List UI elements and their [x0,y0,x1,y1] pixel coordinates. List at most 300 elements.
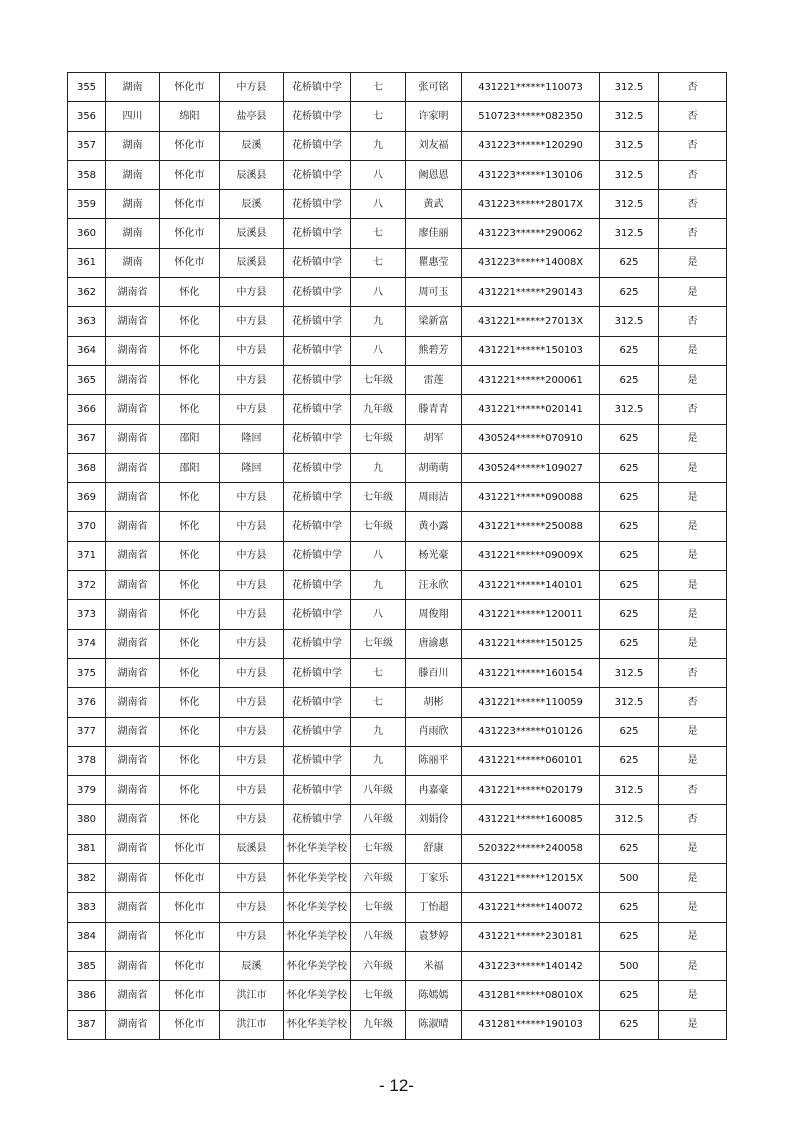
cell-approved: 是 [659,629,727,658]
cell-school: 花桥镇中学 [284,336,351,365]
cell-county: 中方县 [220,629,284,658]
table-row [68,278,727,307]
cell-city: 怀化 [160,688,220,717]
cell-grade: 七年级 [351,512,406,541]
table-row [68,512,727,541]
cell-serial: 383 [68,893,106,922]
cell-name: 袁梦婷 [406,922,462,951]
cell-province: 湖南省 [106,746,160,775]
cell-grade: 七年级 [351,893,406,922]
cell-grade: 八 [351,336,406,365]
table-row [68,776,727,805]
cell-serial: 363 [68,307,106,336]
cell-serial: 378 [68,746,106,775]
cell-name: 舒康 [406,834,462,863]
cell-serial: 373 [68,600,106,629]
cell-name: 丁家乐 [406,864,462,893]
cell-approved: 是 [659,512,727,541]
cell-grade: 七年级 [351,981,406,1010]
cell-name: 刘娟伶 [406,805,462,834]
cell-approved: 是 [659,483,727,512]
page-number: - 12- [379,1076,414,1095]
cell-name: 刘友福 [406,131,462,160]
cell-amount: 312.5 [600,73,659,102]
cell-city: 怀化市 [160,160,220,189]
cell-id-number: 431223******140142 [462,951,600,980]
cell-serial: 367 [68,424,106,453]
cell-id-number: 431221******150103 [462,336,600,365]
table-row [68,1010,727,1039]
cell-county: 中方县 [220,365,284,394]
cell-serial: 385 [68,951,106,980]
cell-id-number: 431223******14008X [462,248,600,277]
cell-id-number: 431221******110059 [462,688,600,717]
table-row [68,746,727,775]
cell-province: 湖南省 [106,717,160,746]
cell-id-number: 430524******070910 [462,424,600,453]
table-row [68,805,727,834]
cell-school: 花桥镇中学 [284,571,351,600]
cell-county: 辰溪 [220,190,284,219]
cell-school: 花桥镇中学 [284,131,351,160]
cell-id-number: 431221******140101 [462,571,600,600]
cell-county: 洪江市 [220,1010,284,1039]
cell-amount: 312.5 [600,805,659,834]
cell-approved: 是 [659,600,727,629]
cell-approved: 是 [659,248,727,277]
cell-county: 中方县 [220,307,284,336]
cell-city: 怀化市 [160,864,220,893]
cell-amount: 312.5 [600,102,659,131]
cell-grade: 八年级 [351,922,406,951]
cell-amount: 625 [600,834,659,863]
cell-province: 湖南省 [106,278,160,307]
table-row [68,541,727,570]
cell-city: 怀化 [160,541,220,570]
cell-province: 湖南省 [106,834,160,863]
cell-province: 湖南省 [106,951,160,980]
table-row [68,658,727,687]
cell-city: 怀化 [160,336,220,365]
cell-id-number: 431221******290143 [462,278,600,307]
cell-amount: 625 [600,365,659,394]
cell-province: 湖南省 [106,658,160,687]
cell-approved: 是 [659,1010,727,1039]
table-row [68,893,727,922]
cell-grade: 九年级 [351,1010,406,1039]
cell-grade: 九 [351,717,406,746]
cell-id-number: 431221******020179 [462,776,600,805]
table-row [68,131,727,160]
cell-province: 湖南省 [106,600,160,629]
cell-id-number: 431221******120011 [462,600,600,629]
cell-serial: 369 [68,483,106,512]
cell-id-number: 431221******150125 [462,629,600,658]
cell-amount: 625 [600,453,659,482]
cell-grade: 八 [351,600,406,629]
cell-county: 中方县 [220,805,284,834]
cell-county: 中方县 [220,512,284,541]
cell-serial: 358 [68,160,106,189]
cell-amount: 312.5 [600,307,659,336]
cell-county: 中方县 [220,864,284,893]
cell-grade: 七 [351,658,406,687]
cell-province: 湖南省 [106,981,160,1010]
cell-amount: 312.5 [600,395,659,424]
cell-province: 湖南省 [106,512,160,541]
cell-county: 中方县 [220,717,284,746]
cell-id-number: 431221******140072 [462,893,600,922]
cell-amount: 312.5 [600,658,659,687]
table-row [68,922,727,951]
cell-school: 花桥镇中学 [284,658,351,687]
cell-amount: 625 [600,717,659,746]
cell-school: 花桥镇中学 [284,248,351,277]
cell-name: 梁新富 [406,307,462,336]
cell-school: 花桥镇中学 [284,483,351,512]
cell-name: 滕百川 [406,658,462,687]
cell-city: 怀化市 [160,248,220,277]
cell-amount: 625 [600,571,659,600]
cell-name: 瞿惠莹 [406,248,462,277]
table-row [68,717,727,746]
cell-serial: 381 [68,834,106,863]
cell-id-number: 431223******010126 [462,717,600,746]
cell-serial: 387 [68,1010,106,1039]
cell-approved: 是 [659,834,727,863]
cell-approved: 否 [659,688,727,717]
cell-name: 胡萌萌 [406,453,462,482]
cell-serial: 374 [68,629,106,658]
cell-approved: 否 [659,395,727,424]
cell-id-number: 431223******290062 [462,219,600,248]
cell-serial: 384 [68,922,106,951]
cell-name: 冉嘉豪 [406,776,462,805]
cell-approved: 否 [659,73,727,102]
cell-id-number: 431221******12015X [462,864,600,893]
cell-amount: 625 [600,248,659,277]
cell-name: 许家明 [406,102,462,131]
cell-approved: 否 [659,307,727,336]
cell-school: 花桥镇中学 [284,688,351,717]
cell-province: 四川 [106,102,160,131]
cell-school: 花桥镇中学 [284,102,351,131]
cell-city: 怀化 [160,395,220,424]
cell-city: 怀化市 [160,893,220,922]
table-row [68,190,727,219]
cell-approved: 是 [659,424,727,453]
cell-grade: 七 [351,73,406,102]
table-row [68,160,727,189]
cell-county: 中方县 [220,336,284,365]
cell-id-number: 431281******08010X [462,981,600,1010]
cell-amount: 625 [600,483,659,512]
cell-id-number: 431221******27013X [462,307,600,336]
cell-province: 湖南省 [106,424,160,453]
cell-grade: 八年级 [351,805,406,834]
cell-province: 湖南 [106,190,160,219]
cell-serial: 382 [68,864,106,893]
cell-county: 辰溪县 [220,248,284,277]
cell-county: 中方县 [220,746,284,775]
cell-school: 怀化华美学校 [284,1010,351,1039]
table-row [68,834,727,863]
cell-grade: 七年级 [351,834,406,863]
cell-grade: 七 [351,102,406,131]
cell-approved: 否 [659,190,727,219]
cell-grade: 七年级 [351,629,406,658]
cell-city: 怀化市 [160,131,220,160]
cell-province: 湖南省 [106,688,160,717]
cell-serial: 386 [68,981,106,1010]
cell-school: 花桥镇中学 [284,805,351,834]
cell-amount: 312.5 [600,190,659,219]
cell-name: 黄武 [406,190,462,219]
cell-county: 中方县 [220,571,284,600]
cell-city: 邵阳 [160,453,220,482]
cell-school: 花桥镇中学 [284,776,351,805]
cell-amount: 500 [600,864,659,893]
cell-name: 廖佳丽 [406,219,462,248]
cell-grade: 九 [351,571,406,600]
table-row [68,571,727,600]
cell-province: 湖南省 [106,541,160,570]
cell-name: 张可铭 [406,73,462,102]
cell-school: 花桥镇中学 [284,219,351,248]
cell-school: 花桥镇中学 [284,395,351,424]
cell-amount: 625 [600,600,659,629]
cell-amount: 625 [600,1010,659,1039]
cell-name: 周可玉 [406,278,462,307]
cell-school: 怀化华美学校 [284,981,351,1010]
cell-amount: 625 [600,278,659,307]
cell-name: 杨光豪 [406,541,462,570]
cell-name: 黄小露 [406,512,462,541]
cell-id-number: 431221******090088 [462,483,600,512]
cell-school: 花桥镇中学 [284,190,351,219]
cell-grade: 九 [351,131,406,160]
cell-province: 湖南 [106,131,160,160]
cell-grade: 八 [351,278,406,307]
cell-id-number: 431221******060101 [462,746,600,775]
cell-school: 花桥镇中学 [284,278,351,307]
cell-county: 中方县 [220,600,284,629]
cell-serial: 375 [68,658,106,687]
cell-grade: 七年级 [351,424,406,453]
cell-approved: 是 [659,571,727,600]
cell-city: 怀化 [160,278,220,307]
cell-grade: 八 [351,190,406,219]
cell-approved: 是 [659,365,727,394]
cell-grade: 七年级 [351,483,406,512]
cell-county: 辰溪 [220,131,284,160]
cell-approved: 是 [659,453,727,482]
cell-serial: 380 [68,805,106,834]
cell-serial: 377 [68,717,106,746]
cell-city: 怀化 [160,512,220,541]
cell-province: 湖南 [106,73,160,102]
cell-id-number: 431221******110073 [462,73,600,102]
table-row [68,365,727,394]
cell-city: 绵阳 [160,102,220,131]
cell-amount: 625 [600,629,659,658]
cell-name: 唐渝惠 [406,629,462,658]
cell-school: 花桥镇中学 [284,365,351,394]
cell-approved: 是 [659,951,727,980]
table-row [68,395,727,424]
cell-id-number: 431221******250088 [462,512,600,541]
cell-city: 怀化 [160,483,220,512]
cell-city: 怀化 [160,365,220,394]
table-row [68,981,727,1010]
cell-name: 陈淑晴 [406,1010,462,1039]
cell-grade: 九 [351,453,406,482]
table-body [68,73,727,1040]
cell-name: 陈丽平 [406,746,462,775]
table-row [68,73,727,102]
cell-id-number: 431223******130106 [462,160,600,189]
cell-amount: 312.5 [600,688,659,717]
cell-serial: 362 [68,278,106,307]
cell-serial: 355 [68,73,106,102]
table-row [68,600,727,629]
cell-name: 丁怡超 [406,893,462,922]
cell-city: 邵阳 [160,424,220,453]
cell-school: 花桥镇中学 [284,746,351,775]
cell-city: 怀化市 [160,951,220,980]
cell-school: 怀化华美学校 [284,864,351,893]
cell-serial: 360 [68,219,106,248]
cell-name: 熊碧芳 [406,336,462,365]
cell-school: 花桥镇中学 [284,307,351,336]
cell-serial: 359 [68,190,106,219]
table-row [68,629,727,658]
cell-school: 花桥镇中学 [284,453,351,482]
cell-city: 怀化 [160,746,220,775]
cell-city: 怀化 [160,629,220,658]
cell-school: 花桥镇中学 [284,717,351,746]
cell-province: 湖南省 [106,365,160,394]
cell-amount: 625 [600,541,659,570]
table-row [68,307,727,336]
cell-amount: 625 [600,512,659,541]
table-row [68,951,727,980]
cell-city: 怀化市 [160,1010,220,1039]
cell-province: 湖南省 [106,483,160,512]
cell-county: 辰溪县 [220,160,284,189]
cell-grade: 九 [351,746,406,775]
cell-school: 花桥镇中学 [284,73,351,102]
cell-province: 湖南省 [106,571,160,600]
cell-school: 怀化华美学校 [284,922,351,951]
cell-county: 洪江市 [220,981,284,1010]
cell-name: 阙恩恩 [406,160,462,189]
cell-county: 隆回 [220,453,284,482]
cell-name: 胡军 [406,424,462,453]
cell-province: 湖南省 [106,893,160,922]
cell-grade: 八 [351,541,406,570]
table-row [68,336,727,365]
cell-name: 胡彬 [406,688,462,717]
cell-name: 陈嫣嫣 [406,981,462,1010]
cell-province: 湖南省 [106,395,160,424]
cell-grade: 八年级 [351,776,406,805]
cell-serial: 376 [68,688,106,717]
cell-id-number: 431281******190103 [462,1010,600,1039]
cell-city: 怀化 [160,658,220,687]
cell-grade: 九年级 [351,395,406,424]
cell-city: 怀化 [160,600,220,629]
cell-city: 怀化 [160,805,220,834]
cell-approved: 是 [659,864,727,893]
cell-id-number: 431223******120290 [462,131,600,160]
cell-name: 周俊翔 [406,600,462,629]
cell-serial: 357 [68,131,106,160]
cell-approved: 否 [659,805,727,834]
cell-amount: 625 [600,336,659,365]
cell-amount: 312.5 [600,131,659,160]
cell-province: 湖南省 [106,453,160,482]
cell-approved: 是 [659,893,727,922]
cell-amount: 625 [600,922,659,951]
cell-name: 汪永欣 [406,571,462,600]
cell-approved: 否 [659,160,727,189]
cell-school: 怀化华美学校 [284,951,351,980]
cell-county: 中方县 [220,893,284,922]
cell-province: 湖南省 [106,307,160,336]
cell-province: 湖南省 [106,1010,160,1039]
table-row [68,219,727,248]
cell-serial: 372 [68,571,106,600]
cell-serial: 366 [68,395,106,424]
cell-approved: 是 [659,981,727,1010]
cell-city: 怀化市 [160,922,220,951]
table-row [68,453,727,482]
cell-province: 湖南省 [106,629,160,658]
cell-county: 中方县 [220,278,284,307]
cell-grade: 六年级 [351,864,406,893]
cell-id-number: 430524******109027 [462,453,600,482]
table-row [68,864,727,893]
cell-school: 花桥镇中学 [284,629,351,658]
cell-city: 怀化 [160,571,220,600]
cell-id-number: 431223******28017X [462,190,600,219]
cell-name: 周雨洁 [406,483,462,512]
cell-serial: 368 [68,453,106,482]
cell-school: 怀化华美学校 [284,893,351,922]
cell-id-number: 431221******160085 [462,805,600,834]
cell-county: 中方县 [220,541,284,570]
cell-approved: 是 [659,746,727,775]
cell-county: 中方县 [220,73,284,102]
cell-city: 怀化 [160,717,220,746]
cell-grade: 六年级 [351,951,406,980]
cell-county: 辰溪县 [220,834,284,863]
cell-approved: 否 [659,102,727,131]
cell-name: 雷莲 [406,365,462,394]
cell-name: 滕青青 [406,395,462,424]
cell-approved: 否 [659,131,727,160]
cell-school: 花桥镇中学 [284,600,351,629]
cell-serial: 356 [68,102,106,131]
cell-county: 中方县 [220,922,284,951]
cell-grade: 八 [351,160,406,189]
cell-grade: 七 [351,248,406,277]
cell-name: 米福 [406,951,462,980]
cell-id-number: 520322******240058 [462,834,600,863]
cell-school: 怀化华美学校 [284,834,351,863]
cell-approved: 是 [659,717,727,746]
